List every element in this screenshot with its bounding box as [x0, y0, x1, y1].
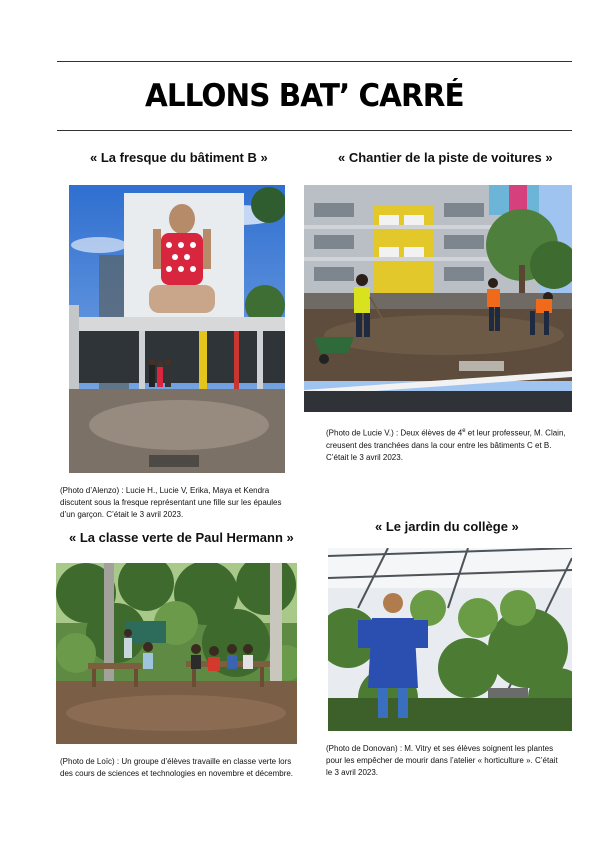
photo-fresque [69, 185, 285, 473]
top-rule [57, 61, 572, 62]
photo-chantier [304, 185, 572, 412]
article-heading-chantier: « Chantier de la piste de voitures » [338, 150, 553, 165]
photo-classe-verte [56, 563, 297, 744]
caption-jardin-text: (Photo de Donovan) : M. Vitry et ses élèves soignent les plantes pour les empêcher de mourir dans l’atelier « horticulture ». C’était le 3 avril 2023. [326, 744, 558, 777]
caption-chantier [326, 425, 566, 464]
caption-classe-verte-text: (Photo de Loïc) : Un groupe d’élèves travaille en classe verte lors des cours de sciences et technologies en novembre et décembre. [60, 757, 294, 778]
caption-fresque [60, 485, 292, 521]
article-heading-jardin: « Le jardin du collège » [375, 519, 519, 534]
photo-jardin [328, 548, 572, 731]
masthead-title: ALLONS BAT’ CARRÉ [145, 78, 464, 114]
caption-chantier-text-2: et leur professeur, M. Clain, creusent des tranchées dans la cour entre les bâtiments C et B. C’était le 3 avril 2023. [326, 428, 566, 462]
masthead-rule [57, 130, 572, 131]
article-heading-classe-verte: « La classe verte de Paul Hermann » [69, 530, 294, 545]
caption-chantier-text-1: (Photo de Lucie V.) : Deux élèves de 4 [326, 428, 463, 438]
caption-chantier-sup: e [462, 428, 466, 434]
caption-jardin [326, 743, 566, 779]
article-heading-fresque: « La fresque du bâtiment B » [90, 150, 268, 165]
caption-fresque-text: (Photo d’Alenzo) : Lucie H., Lucie V, Erika, Maya et Kendra discutent sous la fresque représentant une fille sur les épaules d’un garçon. C’était le 3 avril 2023. [60, 486, 282, 519]
caption-classe-verte [60, 756, 302, 780]
